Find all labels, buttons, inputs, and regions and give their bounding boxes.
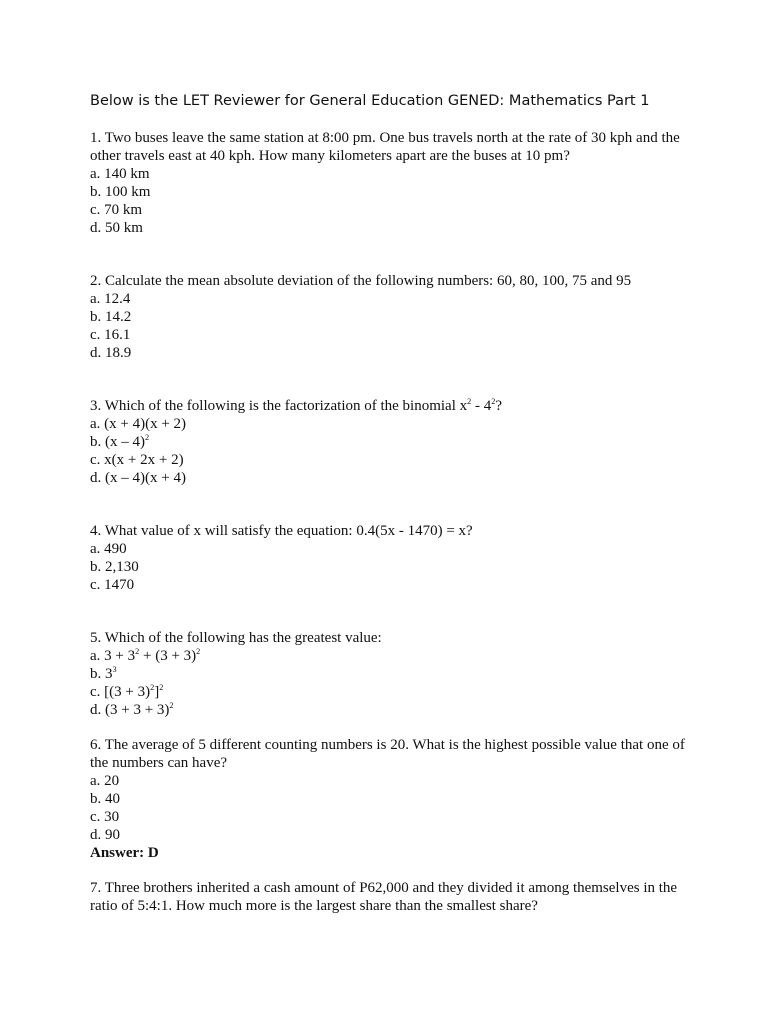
question-text: 7. Three brothers inherited a cash amount of P62,000 and they divided it among themselves in the ratio of 5:4:1. How much more is the largest share than the smallest share?	[90, 880, 678, 914]
question-5	[90, 629, 690, 719]
question-text: 3. Which of the following is the factorization of the binomial $x^2 - 4^2$?	[90, 396, 503, 414]
option-c: c. x(x + 2x + 2)	[90, 452, 184, 468]
option-d: d. (x – 4)(x + 4)	[90, 470, 186, 486]
option-b: b. 14.2	[90, 309, 132, 325]
option-d: d. 18.9	[90, 345, 132, 361]
question-6	[90, 736, 690, 862]
question-3	[90, 397, 690, 487]
option-a: a. (x + 4)(x + 2)	[90, 416, 187, 432]
question-text: 4. What value of x will satisfy the equation: 0.4(5x - 1470) = x?	[90, 523, 473, 539]
question-text: 6. The average of 5 different counting numbers is 20. What is the highest possible value that one of the numbers can have?	[90, 737, 685, 771]
question-text: 2. Calculate the mean absolute deviation of the following numbers: 60, 80, 100, 75 and 95	[90, 273, 632, 289]
option-b: b. 40	[90, 791, 120, 807]
option-d: d. 90	[90, 827, 120, 843]
answer-label: Answer: D	[90, 845, 159, 861]
option-d: d. $(3 + 3 + 3)^2$	[90, 700, 174, 718]
question-7	[90, 879, 690, 915]
option-b: b. 100 km	[90, 184, 151, 200]
question-text: 5. Which of the following has the greatest value:	[90, 630, 382, 646]
option-b: b. $3^3$	[90, 664, 117, 682]
option-c: c. $[(3 + 3)^2]^2$	[90, 682, 164, 700]
question-4	[90, 522, 690, 594]
option-a: a. $3 + 3^2 + (3 + 3)^2$	[90, 646, 201, 664]
option-a: a. 490	[90, 541, 127, 557]
option-d: d. 50 km	[90, 220, 143, 236]
option-a: a. 140 km	[90, 166, 150, 182]
option-c: c. 16.1	[90, 327, 131, 343]
option-b: b. (x – 4)$^2$	[90, 432, 150, 450]
option-c: c. 70 km	[90, 202, 143, 218]
option-a: a. 20	[90, 773, 120, 789]
option-b: b. 2,130	[90, 559, 139, 575]
question-1	[90, 129, 690, 237]
option-c: c. 30	[90, 809, 120, 825]
option-a: a. 12.4	[90, 291, 131, 307]
option-c: c. 1470	[90, 577, 135, 593]
question-text: 1. Two buses leave the same station at 8:00 pm. One bus travels north at the rate of 30 kph and the other travels east at 40 kph. How many kilometers apart are the buses at 10 pm?	[90, 130, 680, 164]
page-title: Below is the LET Reviewer for General Education GENED: Mathematics Part 1	[90, 93, 650, 109]
question-2	[90, 272, 690, 362]
